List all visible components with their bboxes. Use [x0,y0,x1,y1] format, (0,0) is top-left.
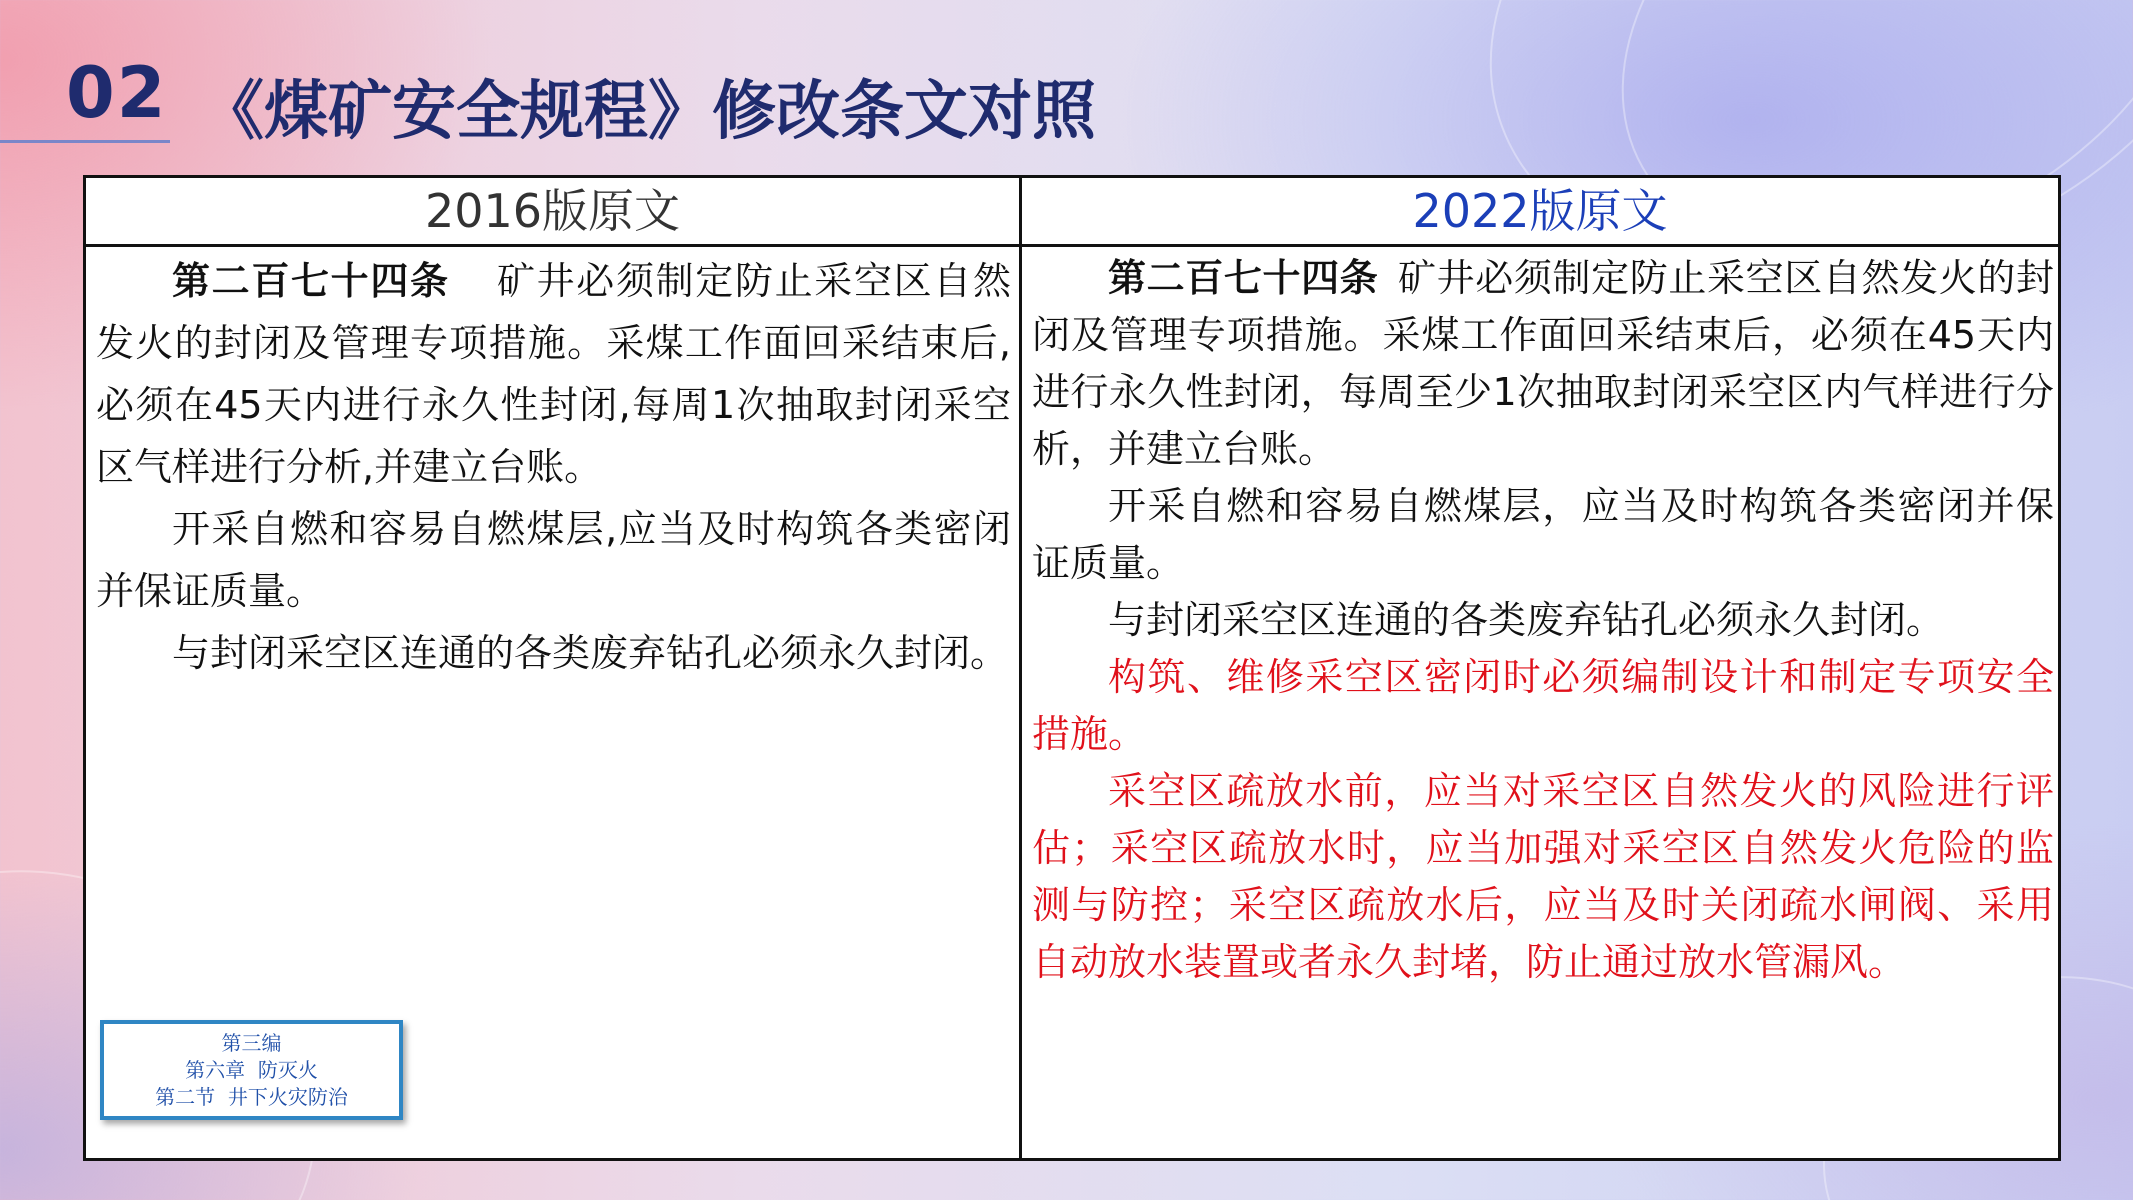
column-divider [1019,178,1022,1158]
right-paragraph-3: 与封闭采空区连通的各类废弃钻孔必须永久封闭。 [1108,598,1945,642]
left-paragraph-1 [96,250,1011,498]
slide-number-underline [0,140,170,143]
left-paragraph-3: 与封闭采空区连通的各类废弃钻孔必须永久封闭。 [172,631,1009,675]
left-paragraph-2: 开采自燃和容易自燃煤层,应当及时构筑各类密闭并保证质量。 [96,507,1011,613]
slide-header [0,0,2133,160]
right-paragraph-1-text: 矿井必须制定防止采空区自然发火的封闭及管理专项措施。采煤工作面回采结束后，必须在45天内进行永久性封闭，每周至少1次抽取封闭采空区内气样进行分析，并建立台账。 [1032,256,2054,471]
source-part: 第三编 [221,1031,282,1055]
right-paragraph-2: 开采自燃和容易自燃煤层，应当及时构筑各类密闭并保证质量。 [1032,484,2054,585]
right-article-number: 第二百七十四条 [1108,256,1379,300]
right-column-header: 2022版原文 [1412,184,1668,238]
right-paragraph-4-new: 构筑、维修采空区密闭时必须编制设计和制定专项安全措施。 [1032,655,2054,756]
source-chapter: 第六章 防灭火 [185,1058,318,1082]
left-paragraph-1-text: 矿井必须制定防止采空区自然发火的封闭及管理专项措施。采煤工作面回采结束后,必须在45天内进行永久性封闭,每周1次抽取封闭采空区气样进行分析,并建立台账。 [96,259,1011,489]
header-divider [86,244,2058,247]
right-paragraph-1 [1032,250,2054,478]
source-section: 第二节 井下火灾防治 [155,1085,348,1109]
slide-number: 02 [66,52,168,134]
right-column-body [1032,250,2054,991]
source-reference-box [100,1020,403,1120]
right-paragraph-5-new: 采空区疏放水前，应当对采空区自然发火的风险进行评估；采空区疏放水时，应当加强对采空区自然发火危险的监测与防控；采空区疏放水后，应当及时关闭疏水闸阀、采用自动放水装置或者永久封堵，防止通过放水管漏风。 [1032,769,2054,984]
left-column-header: 2016版原文 [424,184,681,238]
left-column-body [96,250,1011,684]
left-article-number: 第二百七十四条 [172,259,450,303]
comparison-table [83,175,2061,1161]
slide-title: 《煤矿安全规程》修改条文对照 [200,75,1096,149]
